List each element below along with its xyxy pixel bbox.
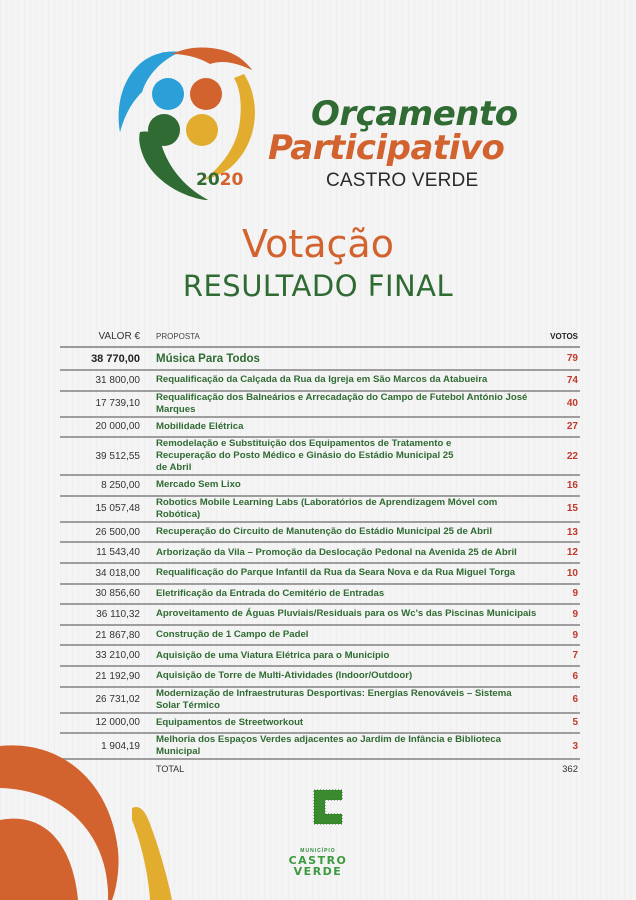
table-row: [60, 564, 580, 585]
cell-value: 21 867,80: [95, 629, 140, 641]
cell-value: 33 210,00: [95, 650, 140, 662]
cell-proposal: Mobilidade Elétrica: [156, 420, 244, 432]
table-row: [60, 688, 580, 714]
cell-votes: 6: [572, 694, 578, 706]
cell-votes: 3: [572, 740, 578, 752]
cell-votes: 7: [572, 650, 578, 662]
table-row: [60, 605, 580, 626]
table-row: [60, 392, 580, 418]
cell-votes: 40: [566, 398, 578, 410]
year-part-1: 20: [196, 170, 220, 190]
table-row: [60, 476, 580, 497]
cell-proposal: Remodelação e Substituição dos Equipamentos de Tratamento e Recuperação do Posto Médico e Ginásio do Estádio Municipal 25 de Abril: [156, 438, 454, 474]
cell-value: 31 800,00: [95, 374, 140, 386]
municipio-label: MUNICÍPIO: [300, 848, 336, 854]
total-label: TOTAL: [156, 764, 185, 775]
cell-proposal: Requalificação dos Balneários e Arrecadação do Campo de Futebol António José Marques: [156, 391, 528, 415]
cell-proposal: Música Para Todos: [156, 352, 260, 365]
table-row: [60, 543, 580, 564]
cell-value: 12 000,00: [95, 717, 140, 729]
table-row: [60, 646, 580, 667]
cell-votes: 12: [566, 547, 578, 559]
column-header-proposal: PROPOSTA: [156, 331, 200, 341]
cell-votes: 79: [566, 353, 578, 364]
cell-value: 34 018,00: [95, 567, 140, 579]
cell-proposal: Recuperação do Circuito de Manutenção do Estádio Municipal 25 de Abril: [156, 526, 493, 538]
cell-value: 20 000,00: [95, 421, 140, 433]
cell-proposal: Mercado Sem Lixo: [156, 479, 241, 491]
column-header-value: VALOR €: [98, 331, 140, 342]
cell-proposal: Eletrificação da Entrada do Cemitério de Entradas: [156, 587, 385, 599]
cell-proposal: Requalificação do Parque Infantil da Rua da Seara Nova e da Rua Miguel Torga: [156, 567, 516, 579]
logo-year: [196, 170, 243, 190]
page-subtitle: RESULTADO FINAL: [182, 269, 454, 303]
cell-votes: 16: [566, 479, 578, 491]
municipio-c-logo-icon: [312, 786, 344, 828]
cell-value: 36 110,32: [96, 608, 140, 620]
cell-value: 26 731,02: [95, 694, 140, 706]
cell-value: 26 500,00: [95, 526, 140, 538]
cell-votes: 13: [566, 526, 578, 538]
column-header-votes: VOTOS: [550, 332, 578, 341]
logo-title-participativo: Participativo: [268, 128, 505, 168]
table-row: [60, 626, 580, 647]
cell-votes: 5: [572, 717, 578, 729]
table-row: [60, 348, 580, 371]
municipio-name-line1: CASTRO: [288, 854, 348, 867]
cell-value: 1 904,19: [101, 740, 140, 752]
cell-value: 8 250,00: [101, 479, 140, 491]
table-row: [60, 585, 580, 606]
cell-votes: 10: [566, 567, 578, 579]
cell-proposal: Equipamentos de Streetworkout: [156, 716, 304, 728]
results-table: [60, 327, 580, 778]
cell-votes: 22: [566, 450, 578, 462]
cell-value: 21 192,90: [95, 670, 140, 682]
logo-subtitle-castro-verde: CASTRO VERDE: [326, 170, 479, 191]
table-row: [60, 371, 580, 392]
municipio-name-line2: VERDE: [293, 865, 343, 878]
logo-title-orcamento: Orçamento: [311, 94, 518, 134]
cell-votes: 15: [566, 503, 578, 515]
year-part-2: 20: [219, 170, 244, 190]
cell-proposal: Aquisição de Torre de Multi-Atividades (Indoor/Outdoor): [156, 670, 413, 682]
cell-value: 11 543,40: [96, 547, 140, 559]
cell-value: 30 856,60: [95, 588, 140, 600]
cell-votes: 9: [572, 608, 578, 620]
cell-value: 38 770,00: [91, 352, 140, 365]
table-row: [60, 523, 580, 544]
cell-value: 17 739,10: [95, 398, 140, 410]
cell-votes: 27: [566, 421, 578, 433]
cell-proposal: Modernização de Infraestruturas Desportivas: Energias Renováveis – Sistema Solar Térmico: [156, 687, 512, 711]
table-row: [60, 497, 580, 523]
cell-proposal: Requalificação da Calçada da Rua da Igreja em São Marcos da Atabueira: [156, 374, 488, 386]
cell-votes: 6: [572, 670, 578, 682]
cell-votes: 9: [572, 629, 578, 641]
table-row: [60, 667, 580, 688]
page-title: Votação: [242, 222, 394, 266]
table-row: [60, 438, 580, 476]
table-header: [60, 327, 580, 348]
cell-proposal: Aquisição de uma Viatura Elétrica para o Município: [156, 649, 390, 661]
cell-proposal: Arborização da Vila – Promoção da Deslocação Pedonal na Avenida 25 de Abril: [156, 546, 517, 558]
cell-proposal: Construção de 1 Campo de Padel: [156, 629, 309, 641]
cell-value: 15 057,48: [95, 503, 140, 515]
cell-votes: 9: [572, 588, 578, 600]
cell-votes: 74: [566, 374, 578, 386]
cell-proposal: Robotics Mobile Learning Labs (Laboratórios de Aprendizagem Móvel com Robótica): [156, 496, 498, 520]
cell-proposal: Aproveitamento de Águas Pluviais/Residuais para os Wc's das Piscinas Municipais: [156, 608, 537, 620]
table-row: [60, 418, 580, 439]
cell-proposal: Melhoria dos Espaços Verdes adjacentes ao Jardim de Infância e Biblioteca Municipal: [156, 734, 501, 758]
total-votes: 362: [562, 763, 578, 775]
cell-value: 39 512,55: [95, 450, 140, 462]
